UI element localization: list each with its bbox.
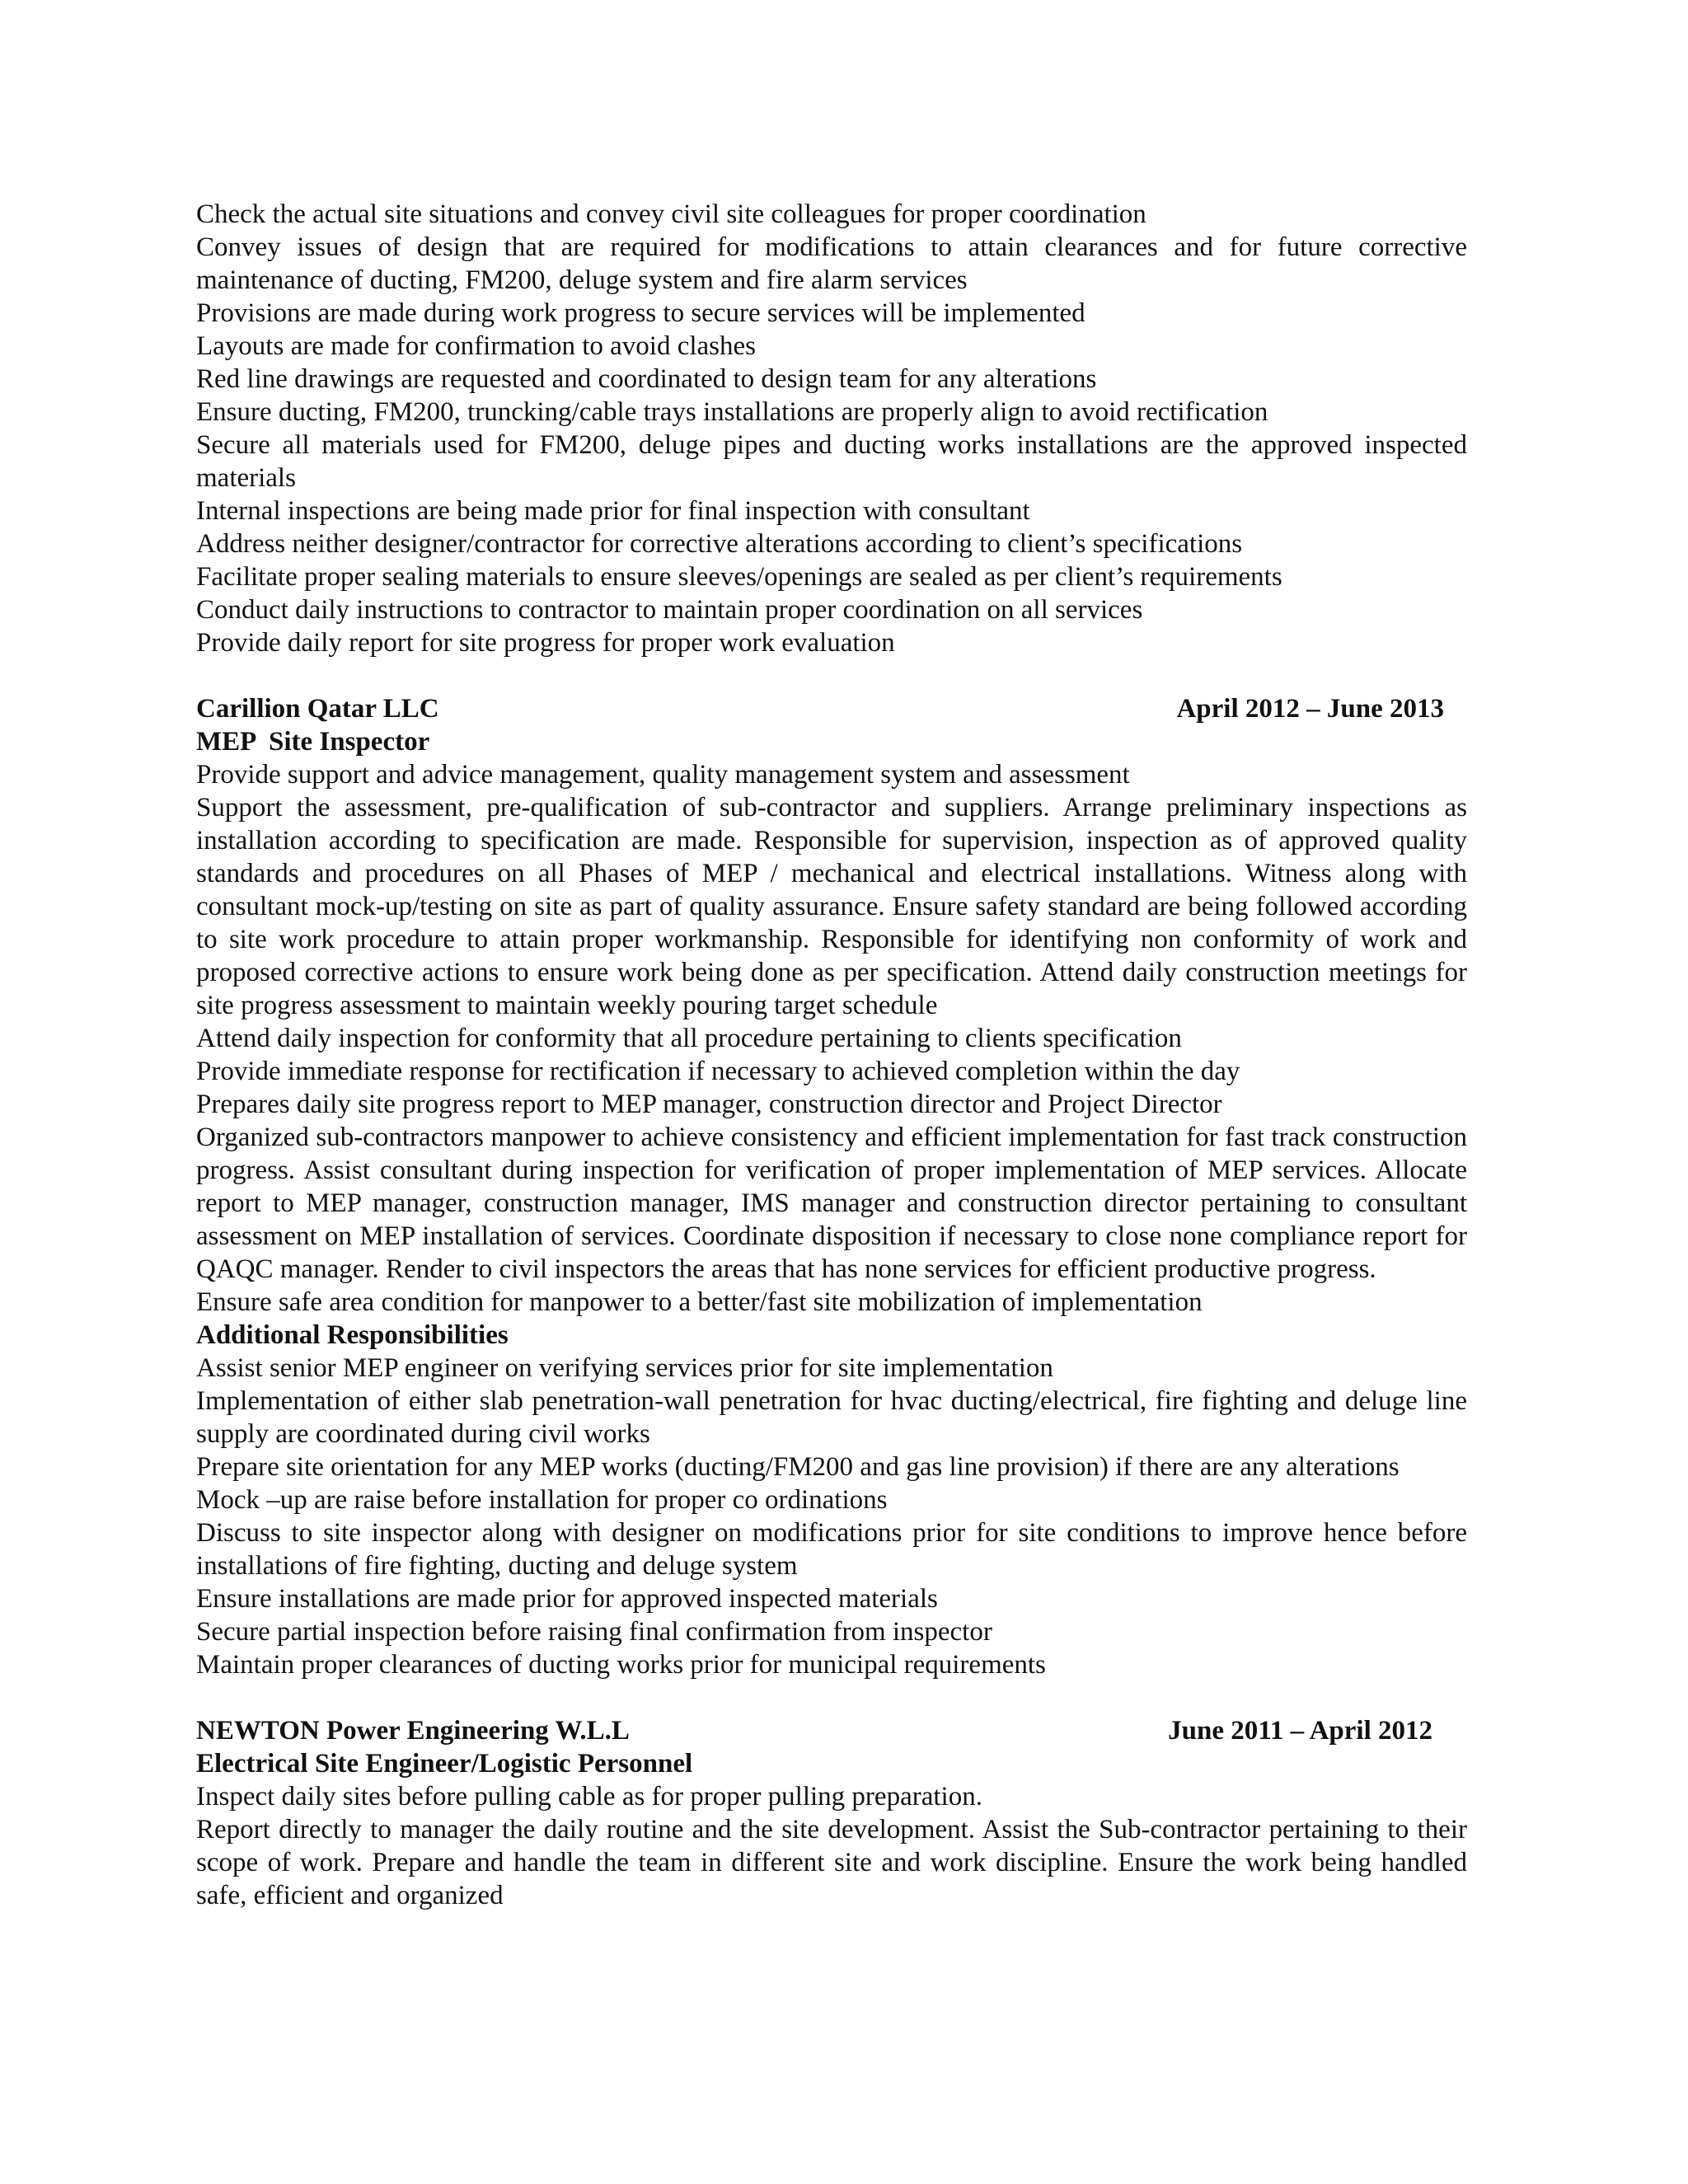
duty-line: Provide support and advice management, quality management system and assessment — [196, 760, 1130, 790]
intro-responsibilities — [196, 198, 1467, 659]
additional-line: Implementation of either slab penetration-wall penetration for hvac ducting/electrical, fire fighting and deluge line supply are coordinated during civil works — [196, 1386, 1467, 1449]
additional-line: Assist senior MEP engineer on verifying services prior for site implementation — [196, 1353, 1053, 1383]
additional-line: Maintain proper clearances of ducting works prior for municipal requirements — [196, 1650, 1046, 1680]
duty-line: Ensure safe area condition for manpower to a better/fast site mobilization of implementation — [196, 1287, 1203, 1317]
resume-page — [196, 198, 1467, 1912]
duty-paragraph: Report directly to manager the daily routine and the site development. Assist the Sub-contractor pertaining to their scope of work. Prepare and handle the team in different site and work discipline. Ensure the work being handled safe, efficient and organized — [196, 1815, 1467, 1910]
additional-line: Secure partial inspection before raising final confirmation from inspector — [196, 1617, 992, 1647]
responsibility-line: Address neither designer/contractor for corrective alterations according to client’s specifications — [196, 529, 1243, 559]
responsibility-line: Facilitate proper sealing materials to ensure sleeves/openings are sealed as per client’s requirements — [196, 562, 1282, 592]
additional-line: Discuss to site inspector along with designer on modifications prior for site conditions to improve hence before installations of fire fighting, ducting and deluge system — [196, 1518, 1467, 1581]
job-title: MEP Site Inspector — [196, 727, 430, 757]
responsibility-line: Provisions are made during work progress to secure services will be implemented — [196, 298, 1085, 328]
job-header — [196, 692, 1467, 725]
duty-line: Prepares daily site progress report to MEP manager, construction director and Project Director — [196, 1090, 1222, 1119]
duty-line: Attend daily inspection for conformity that all procedure pertaining to clients specification — [196, 1024, 1182, 1053]
responsibility-line: Convey issues of design that are required for modifications to attain clearances and for future corrective maintenance of ducting, FM200, deluge system and fire alarm services — [196, 232, 1467, 295]
responsibility-line: Provide daily report for site progress for proper work evaluation — [196, 628, 895, 658]
responsibility-line: Conduct daily instructions to contractor to maintain proper coordination on all services — [196, 595, 1143, 625]
responsibility-line: Internal inspections are being made prior for final inspection with consultant — [196, 496, 1030, 526]
company-name: Carillion Qatar LLC — [196, 694, 439, 724]
additional-line: Mock –up are raise before installation for proper co ordinations — [196, 1485, 888, 1515]
duty-line: Inspect daily sites before pulling cable as for proper pulling preparation. — [196, 1782, 982, 1811]
responsibility-line: Layouts are made for confirmation to avoid clashes — [196, 331, 757, 361]
job-carillion — [196, 692, 1467, 1681]
employment-dates: April 2012 – June 2013 — [1176, 694, 1444, 724]
duty-paragraph: Support the assessment, pre-qualification of sub-contractor and suppliers. Arrange preliminary inspections as installation according to specification are made. Responsible for supervision, inspection as of approved quality standards and procedures on all Phases of MEP / mechanical and electrical installations. Witness along with consultant mock-up/testing on site as part of quality assurance. Ensure safety standard are being followed according to site work procedure to attain proper workmanship. Responsible for identifying non conformity of work and proposed corrective actions to ensure work being done as per specification. Attend daily construction meetings for site progress assessment to maintain weekly pouring target schedule — [196, 793, 1467, 1020]
company-name: NEWTON Power Engineering W.L.L — [196, 1716, 630, 1746]
additional-responsibilities-heading: Additional Responsibilities — [196, 1320, 509, 1350]
additional-line: Prepare site orientation for any MEP works (ducting/FM200 and gas line provision) if there are any alterations — [196, 1452, 1400, 1482]
job-title: Electrical Site Engineer/Logistic Personnel — [196, 1749, 693, 1779]
duty-line: Provide immediate response for rectification if necessary to achieved completion within the day — [196, 1057, 1240, 1086]
duty-paragraph: Organized sub-contractors manpower to achieve consistency and efficient implementation for fast track construction progress. Assist consultant during inspection for verification of proper implementation of MEP services. Allocate report to MEP manager, construction manager, IMS manager and construction director pertaining to consultant assessment on MEP installation of services. Coordinate disposition if necessary to close none compliance report for QAQC manager. Render to civil inspectors the areas that has none services for efficient productive progress. — [196, 1122, 1467, 1284]
responsibility-line: Ensure ducting, FM200, truncking/cable trays installations are properly align to avoid rectification — [196, 397, 1268, 427]
responsibility-line: Red line drawings are requested and coordinated to design team for any alterations — [196, 364, 1097, 394]
responsibility-line: Secure all materials used for FM200, deluge pipes and ducting works installations are the approved inspected materials — [196, 430, 1467, 493]
employment-dates: June 2011 – April 2012 — [1168, 1716, 1432, 1746]
job-newton — [196, 1714, 1467, 1912]
additional-line: Ensure installations are made prior for approved inspected materials — [196, 1584, 938, 1614]
responsibility-line: Check the actual site situations and convey civil site colleagues for proper coordination — [196, 199, 1146, 229]
section-gap — [196, 1681, 1467, 1714]
job-header — [196, 1714, 1467, 1747]
section-gap — [196, 659, 1467, 692]
